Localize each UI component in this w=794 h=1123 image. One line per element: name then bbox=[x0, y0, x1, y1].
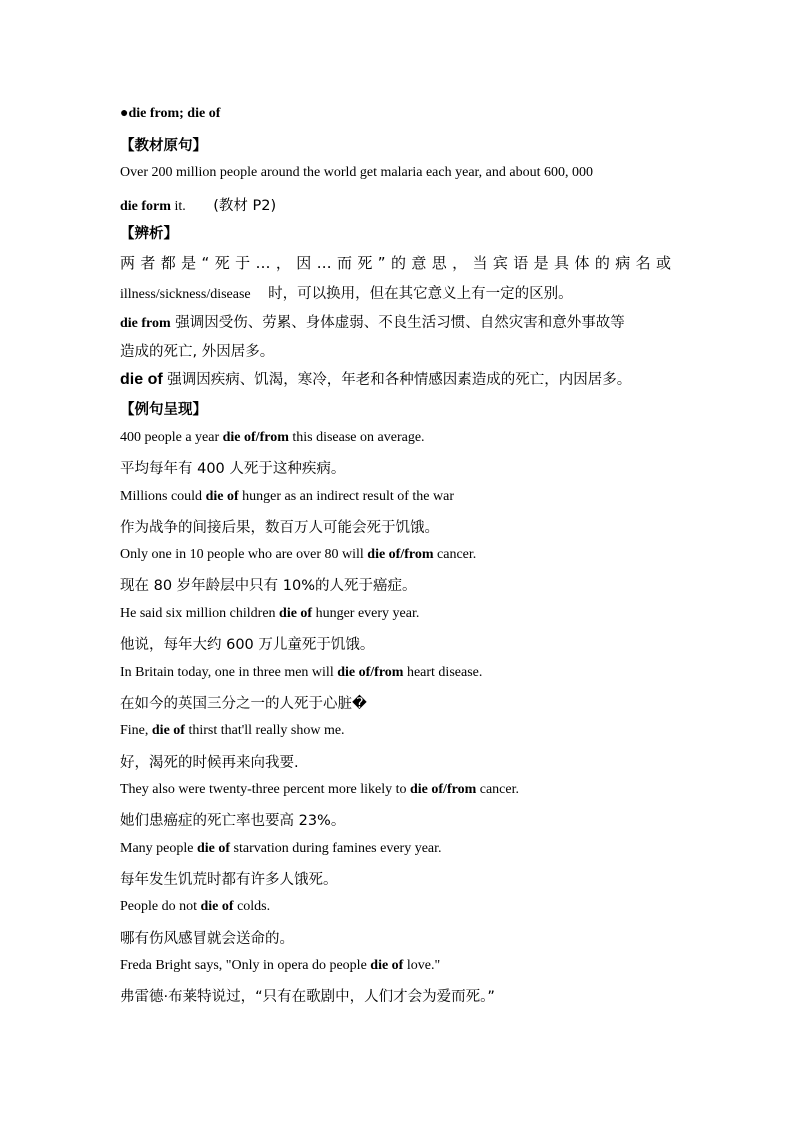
example-cn: 她们患癌症的死亡率也要高 23%。 bbox=[120, 813, 346, 829]
source-text: Over 200 million people around the world get malaria each year, and about 600, 000 bbox=[120, 165, 593, 180]
die-of-term: die of bbox=[120, 371, 163, 388]
example-cn: 平均每年有 400 人死于这种疾病。 bbox=[120, 461, 346, 477]
example-en bbox=[120, 430, 676, 446]
die-from-explanation: 强调因受伤、劳累、身体虚弱、不良生活习惯、自然灾害和意外事故等 bbox=[170, 315, 625, 331]
example-en-text: Millions could bbox=[120, 489, 206, 504]
analysis-label: 【辨析】 bbox=[120, 226, 178, 242]
example-en-text: hunger as an indirect result of the war bbox=[238, 489, 454, 504]
example-en-text: Fine, bbox=[120, 723, 152, 738]
example-en bbox=[120, 489, 676, 505]
example-en bbox=[120, 606, 676, 622]
example-phrase: die of bbox=[205, 489, 239, 504]
example-phrase: die of/from bbox=[367, 547, 434, 562]
example-cn: 作为战争的间接后果，数百万人可能会死于饥饿。 bbox=[120, 520, 439, 536]
bullet-icon: ● bbox=[120, 106, 129, 121]
example-en-text: Freda Bright says, "Only in opera do people bbox=[120, 958, 371, 973]
die-from-term: die from bbox=[120, 316, 171, 331]
source-bold-phrase: die form bbox=[120, 199, 171, 214]
source-tail: it. bbox=[170, 199, 186, 214]
example-phrase: die of bbox=[196, 841, 231, 856]
example-en-text: thirst that'll really show me. bbox=[184, 723, 345, 738]
source-label: 【教材原句】 bbox=[120, 138, 207, 154]
example-phrase: die of bbox=[279, 606, 313, 621]
analysis-line-4: 造成的死亡, 外因居多。 bbox=[120, 344, 275, 360]
example-phrase: die of/from bbox=[222, 430, 289, 445]
example-en bbox=[120, 723, 676, 739]
example-en-text: Many people bbox=[120, 841, 197, 856]
example-en bbox=[120, 958, 676, 974]
die-of-explanation: 强调因疾病、饥渴，寒冷，年老和各种情感因素造成的死亡，内因居多。 bbox=[162, 372, 632, 388]
example-en bbox=[120, 899, 676, 915]
example-cn: 在如今的英国三分之一的人死于心脏� bbox=[120, 696, 367, 712]
analysis-terms: illness/sickness/disease bbox=[120, 287, 251, 302]
example-en-text: starvation during famines every year. bbox=[230, 841, 442, 856]
example-cn: 现在 80 岁年龄层中只有 10%的人死于癌症。 bbox=[120, 578, 417, 594]
example-en-text: Only one in 10 people who are over 80 will bbox=[120, 547, 368, 562]
example-cn: 弗雷德·布莱特说过，“只有在歌剧中，人们才会为爱而死。” bbox=[120, 989, 495, 1005]
example-phrase: die of/from bbox=[410, 782, 477, 797]
source-sentence-line-2 bbox=[120, 194, 676, 215]
example-cn: 他说，每年大约 600 万儿童死于饥饿。 bbox=[120, 637, 375, 653]
example-phrase: die of bbox=[151, 723, 185, 738]
analysis-line-2 bbox=[120, 282, 676, 303]
example-en bbox=[120, 782, 676, 798]
example-en-text: this disease on average. bbox=[288, 430, 425, 445]
example-en-text: He said six million children bbox=[120, 606, 280, 621]
example-en-text: In Britain today, one in three men will bbox=[120, 665, 338, 680]
analysis-line-5 bbox=[120, 368, 676, 389]
analysis-note: 时，可以换用，但在其它意义上有一定的区别。 bbox=[268, 286, 573, 302]
examples-label: 【例句呈现】 bbox=[120, 402, 207, 418]
example-en-text: 400 people a year bbox=[120, 430, 223, 445]
example-en-text: love." bbox=[403, 958, 441, 973]
example-phrase: die of/from bbox=[337, 665, 404, 680]
example-en-text: They also were twenty-three percent more likely to bbox=[120, 782, 410, 797]
analysis-line-3 bbox=[120, 311, 676, 332]
example-en bbox=[120, 547, 676, 563]
example-phrase: die of bbox=[370, 958, 404, 973]
example-en bbox=[120, 665, 676, 681]
source-reference: (教材 P2) bbox=[213, 198, 277, 214]
analysis-line-1: 两者都是“死于…，因…而死”的意思，当宾语是具体的病名或 bbox=[120, 254, 676, 272]
example-en-text: cancer. bbox=[476, 782, 519, 797]
example-en-text: hunger every year. bbox=[312, 606, 420, 621]
example-en-text: People do not bbox=[120, 899, 201, 914]
example-cn: 哪有伤风感冒就会送命的。 bbox=[120, 931, 294, 947]
example-cn: 好，渴死的时候再来向我要. bbox=[120, 755, 299, 771]
heading bbox=[120, 106, 676, 122]
example-en-text: heart disease. bbox=[403, 665, 483, 680]
example-phrase: die of bbox=[200, 899, 234, 914]
source-sentence-line-1 bbox=[120, 165, 676, 181]
example-en-text: colds. bbox=[233, 899, 271, 914]
example-en-text: cancer. bbox=[433, 547, 477, 562]
heading-title: die from; die of bbox=[128, 106, 221, 121]
example-en bbox=[120, 841, 676, 857]
example-cn: 每年发生饥荒时都有许多人饿死。 bbox=[120, 872, 338, 888]
